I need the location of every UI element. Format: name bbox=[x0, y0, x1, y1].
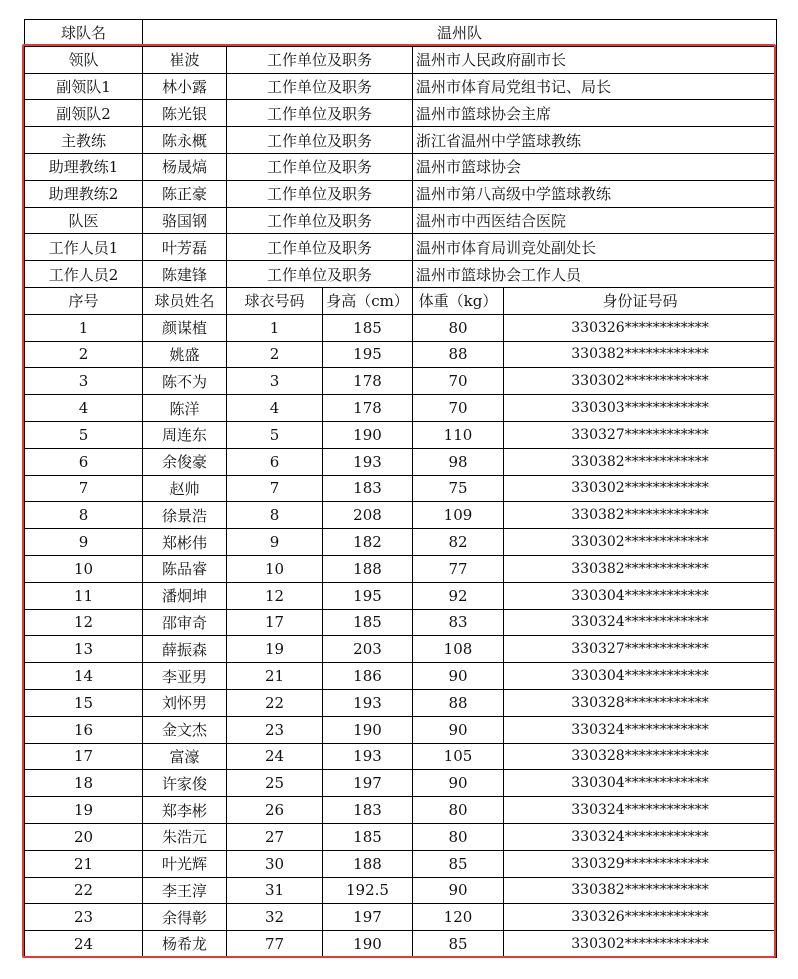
player-jersey: 6 bbox=[227, 448, 323, 475]
player-name: 杨希龙 bbox=[143, 931, 227, 958]
player-row bbox=[25, 904, 777, 931]
player-name: 余得彰 bbox=[143, 904, 227, 931]
player-row bbox=[25, 797, 777, 824]
player-row bbox=[25, 395, 777, 422]
player-height: 195 bbox=[323, 341, 413, 368]
player-row bbox=[25, 502, 777, 529]
player-index: 2 bbox=[25, 341, 143, 368]
player-id: 330327************ bbox=[504, 421, 777, 448]
player-weight: 80 bbox=[413, 823, 504, 850]
player-height: 182 bbox=[323, 529, 413, 556]
player-index: 9 bbox=[25, 529, 143, 556]
staff-unit: 浙江省温州中学篮球教练 bbox=[413, 127, 777, 154]
player-name: 邵审奇 bbox=[143, 609, 227, 636]
player-id: 330382************ bbox=[504, 341, 777, 368]
player-weight: 75 bbox=[413, 475, 504, 502]
player-weight: 88 bbox=[413, 689, 504, 716]
player-index: 24 bbox=[25, 931, 143, 958]
staff-field-label: 工作单位及职务 bbox=[227, 153, 413, 180]
player-height: 183 bbox=[323, 797, 413, 824]
player-index: 16 bbox=[25, 716, 143, 743]
staff-field-label: 工作单位及职务 bbox=[227, 127, 413, 154]
player-row bbox=[25, 743, 777, 770]
staff-row bbox=[25, 153, 777, 180]
staff-row bbox=[25, 73, 777, 100]
player-row bbox=[25, 475, 777, 502]
player-index: 22 bbox=[25, 877, 143, 904]
player-id: 330304************ bbox=[504, 663, 777, 690]
staff-role: 工作人员2 bbox=[25, 261, 143, 288]
player-id: 330304************ bbox=[504, 582, 777, 609]
player-name: 郑彬伟 bbox=[143, 529, 227, 556]
staff-row bbox=[25, 234, 777, 261]
player-height: 193 bbox=[323, 689, 413, 716]
player-id: 330303************ bbox=[504, 395, 777, 422]
player-jersey: 24 bbox=[227, 743, 323, 770]
player-id: 330328************ bbox=[504, 689, 777, 716]
player-height: 183 bbox=[323, 475, 413, 502]
player-height: 203 bbox=[323, 636, 413, 663]
player-weight: 90 bbox=[413, 663, 504, 690]
staff-row bbox=[25, 261, 777, 288]
player-jersey: 23 bbox=[227, 716, 323, 743]
player-index: 14 bbox=[25, 663, 143, 690]
player-weight: 108 bbox=[413, 636, 504, 663]
staff-row bbox=[25, 46, 777, 73]
player-name: 周连东 bbox=[143, 421, 227, 448]
player-row bbox=[25, 314, 777, 341]
player-id: 330302************ bbox=[504, 931, 777, 958]
player-id: 330382************ bbox=[504, 877, 777, 904]
player-height: 197 bbox=[323, 904, 413, 931]
player-weight: 98 bbox=[413, 448, 504, 475]
player-weight: 85 bbox=[413, 850, 504, 877]
staff-row bbox=[25, 207, 777, 234]
player-id: 330324************ bbox=[504, 797, 777, 824]
player-name: 陈不为 bbox=[143, 368, 227, 395]
player-jersey: 3 bbox=[227, 368, 323, 395]
player-row bbox=[25, 529, 777, 556]
player-index: 12 bbox=[25, 609, 143, 636]
player-height: 185 bbox=[323, 609, 413, 636]
team-name: 温州队 bbox=[143, 20, 777, 47]
player-index: 4 bbox=[25, 395, 143, 422]
player-id: 330302************ bbox=[504, 475, 777, 502]
player-name: 李亚男 bbox=[143, 663, 227, 690]
player-height: 193 bbox=[323, 448, 413, 475]
roster-sheet bbox=[24, 19, 776, 959]
player-height: 193 bbox=[323, 743, 413, 770]
player-index: 3 bbox=[25, 368, 143, 395]
player-id: 330302************ bbox=[504, 529, 777, 556]
player-weight: 70 bbox=[413, 368, 504, 395]
player-index: 18 bbox=[25, 770, 143, 797]
player-jersey: 12 bbox=[227, 582, 323, 609]
staff-row bbox=[25, 127, 777, 154]
player-row bbox=[25, 689, 777, 716]
player-row bbox=[25, 770, 777, 797]
staff-name: 叶芳磊 bbox=[143, 234, 227, 261]
player-jersey: 27 bbox=[227, 823, 323, 850]
staff-field-label: 工作单位及职务 bbox=[227, 180, 413, 207]
player-row bbox=[25, 368, 777, 395]
player-weight: 92 bbox=[413, 582, 504, 609]
player-name: 富濠 bbox=[143, 743, 227, 770]
staff-role: 工作人员1 bbox=[25, 234, 143, 261]
staff-name: 骆国钢 bbox=[143, 207, 227, 234]
player-name: 李王淳 bbox=[143, 877, 227, 904]
player-jersey: 77 bbox=[227, 931, 323, 958]
player-weight: 120 bbox=[413, 904, 504, 931]
player-id: 330382************ bbox=[504, 448, 777, 475]
column-header-id: 身份证号码 bbox=[504, 287, 777, 314]
player-row bbox=[25, 877, 777, 904]
player-weight: 110 bbox=[413, 421, 504, 448]
staff-field-label: 工作单位及职务 bbox=[227, 46, 413, 73]
staff-name: 崔波 bbox=[143, 46, 227, 73]
staff-unit: 温州市人民政府副市长 bbox=[413, 46, 777, 73]
player-id: 330326************ bbox=[504, 314, 777, 341]
player-name: 姚盛 bbox=[143, 341, 227, 368]
player-row bbox=[25, 341, 777, 368]
staff-unit: 温州市中西医结合医院 bbox=[413, 207, 777, 234]
player-name: 余俊豪 bbox=[143, 448, 227, 475]
player-jersey: 32 bbox=[227, 904, 323, 931]
player-jersey: 22 bbox=[227, 689, 323, 716]
player-id: 330302************ bbox=[504, 368, 777, 395]
player-jersey: 1 bbox=[227, 314, 323, 341]
player-weight: 83 bbox=[413, 609, 504, 636]
column-header-index: 序号 bbox=[25, 287, 143, 314]
staff-name: 陈建锋 bbox=[143, 261, 227, 288]
player-name: 赵帅 bbox=[143, 475, 227, 502]
player-name: 叶光辉 bbox=[143, 850, 227, 877]
player-height: 197 bbox=[323, 770, 413, 797]
player-weight: 109 bbox=[413, 502, 504, 529]
player-weight: 80 bbox=[413, 314, 504, 341]
player-height: 186 bbox=[323, 663, 413, 690]
player-weight: 77 bbox=[413, 555, 504, 582]
staff-unit: 温州市篮球协会 bbox=[413, 153, 777, 180]
staff-role: 主教练 bbox=[25, 127, 143, 154]
staff-unit: 温州市第八高级中学篮球教练 bbox=[413, 180, 777, 207]
staff-name: 杨晟熇 bbox=[143, 153, 227, 180]
player-height: 188 bbox=[323, 850, 413, 877]
player-weight: 82 bbox=[413, 529, 504, 556]
staff-row bbox=[25, 100, 777, 127]
staff-unit: 温州市体育局训竞处副处长 bbox=[413, 234, 777, 261]
player-index: 13 bbox=[25, 636, 143, 663]
player-height: 190 bbox=[323, 716, 413, 743]
staff-field-label: 工作单位及职务 bbox=[227, 234, 413, 261]
player-index: 15 bbox=[25, 689, 143, 716]
player-name: 薛振森 bbox=[143, 636, 227, 663]
player-row bbox=[25, 716, 777, 743]
player-id: 330324************ bbox=[504, 609, 777, 636]
player-index: 5 bbox=[25, 421, 143, 448]
player-jersey: 21 bbox=[227, 663, 323, 690]
player-index: 11 bbox=[25, 582, 143, 609]
player-height: 190 bbox=[323, 421, 413, 448]
player-jersey: 9 bbox=[227, 529, 323, 556]
player-index: 7 bbox=[25, 475, 143, 502]
player-row bbox=[25, 636, 777, 663]
player-weight: 90 bbox=[413, 770, 504, 797]
player-row bbox=[25, 609, 777, 636]
player-jersey: 7 bbox=[227, 475, 323, 502]
player-index: 10 bbox=[25, 555, 143, 582]
player-name: 刘怀男 bbox=[143, 689, 227, 716]
player-index: 19 bbox=[25, 797, 143, 824]
player-name: 郑李彬 bbox=[143, 797, 227, 824]
staff-unit: 温州市篮球协会主席 bbox=[413, 100, 777, 127]
player-name: 朱浩元 bbox=[143, 823, 227, 850]
staff-role: 副领队1 bbox=[25, 73, 143, 100]
staff-role: 队医 bbox=[25, 207, 143, 234]
player-id: 330382************ bbox=[504, 502, 777, 529]
player-height: 190 bbox=[323, 931, 413, 958]
column-header-jersey: 球衣号码 bbox=[227, 287, 323, 314]
player-row bbox=[25, 850, 777, 877]
player-jersey: 19 bbox=[227, 636, 323, 663]
player-id: 330324************ bbox=[504, 716, 777, 743]
staff-role: 领队 bbox=[25, 46, 143, 73]
player-height: 208 bbox=[323, 502, 413, 529]
staff-role: 助理教练1 bbox=[25, 153, 143, 180]
column-header-height: 身高（cm） bbox=[323, 287, 413, 314]
player-height: 192.5 bbox=[323, 877, 413, 904]
player-index: 8 bbox=[25, 502, 143, 529]
player-jersey: 8 bbox=[227, 502, 323, 529]
player-index: 23 bbox=[25, 904, 143, 931]
player-jersey: 2 bbox=[227, 341, 323, 368]
player-name: 陈洋 bbox=[143, 395, 227, 422]
player-jersey: 31 bbox=[227, 877, 323, 904]
player-row bbox=[25, 823, 777, 850]
player-id: 330324************ bbox=[504, 823, 777, 850]
player-index: 6 bbox=[25, 448, 143, 475]
staff-name: 陈光银 bbox=[143, 100, 227, 127]
player-height: 195 bbox=[323, 582, 413, 609]
player-weight: 90 bbox=[413, 716, 504, 743]
player-row bbox=[25, 582, 777, 609]
player-name: 陈品睿 bbox=[143, 555, 227, 582]
player-id: 330304************ bbox=[504, 770, 777, 797]
player-index: 21 bbox=[25, 850, 143, 877]
player-row bbox=[25, 421, 777, 448]
player-id: 330329************ bbox=[504, 850, 777, 877]
staff-row bbox=[25, 180, 777, 207]
player-weight: 88 bbox=[413, 341, 504, 368]
staff-field-label: 工作单位及职务 bbox=[227, 73, 413, 100]
player-jersey: 26 bbox=[227, 797, 323, 824]
player-row bbox=[25, 448, 777, 475]
staff-field-label: 工作单位及职务 bbox=[227, 261, 413, 288]
staff-name: 陈永概 bbox=[143, 127, 227, 154]
player-weight: 105 bbox=[413, 743, 504, 770]
column-header-weight: 体重（kg） bbox=[413, 287, 504, 314]
staff-name: 陈正豪 bbox=[143, 180, 227, 207]
column-header-name: 球员姓名 bbox=[143, 287, 227, 314]
staff-name: 林小露 bbox=[143, 73, 227, 100]
player-name: 颜谋植 bbox=[143, 314, 227, 341]
roster-table bbox=[24, 19, 777, 958]
player-height: 185 bbox=[323, 314, 413, 341]
player-id: 330328************ bbox=[504, 743, 777, 770]
player-height: 178 bbox=[323, 395, 413, 422]
player-row bbox=[25, 663, 777, 690]
player-id: 330327************ bbox=[504, 636, 777, 663]
staff-unit: 温州市篮球协会工作人员 bbox=[413, 261, 777, 288]
player-jersey: 25 bbox=[227, 770, 323, 797]
player-weight: 90 bbox=[413, 877, 504, 904]
player-height: 178 bbox=[323, 368, 413, 395]
player-weight: 70 bbox=[413, 395, 504, 422]
player-name: 徐景浩 bbox=[143, 502, 227, 529]
team-label: 球队名 bbox=[25, 20, 143, 47]
player-name: 许家俊 bbox=[143, 770, 227, 797]
player-row bbox=[25, 931, 777, 958]
player-name: 金文杰 bbox=[143, 716, 227, 743]
staff-unit: 温州市体育局党组书记、局长 bbox=[413, 73, 777, 100]
player-height: 185 bbox=[323, 823, 413, 850]
player-name: 潘炯坤 bbox=[143, 582, 227, 609]
player-header-row bbox=[25, 287, 777, 314]
staff-field-label: 工作单位及职务 bbox=[227, 100, 413, 127]
header-row bbox=[25, 20, 777, 47]
player-weight: 85 bbox=[413, 931, 504, 958]
player-row bbox=[25, 555, 777, 582]
player-index: 17 bbox=[25, 743, 143, 770]
player-jersey: 30 bbox=[227, 850, 323, 877]
player-index: 1 bbox=[25, 314, 143, 341]
player-index: 20 bbox=[25, 823, 143, 850]
staff-role: 助理教练2 bbox=[25, 180, 143, 207]
player-id: 330326************ bbox=[504, 904, 777, 931]
player-weight: 80 bbox=[413, 797, 504, 824]
player-height: 188 bbox=[323, 555, 413, 582]
staff-field-label: 工作单位及职务 bbox=[227, 207, 413, 234]
player-id: 330382************ bbox=[504, 555, 777, 582]
staff-role: 副领队2 bbox=[25, 100, 143, 127]
player-jersey: 17 bbox=[227, 609, 323, 636]
player-jersey: 10 bbox=[227, 555, 323, 582]
player-jersey: 5 bbox=[227, 421, 323, 448]
player-jersey: 4 bbox=[227, 395, 323, 422]
